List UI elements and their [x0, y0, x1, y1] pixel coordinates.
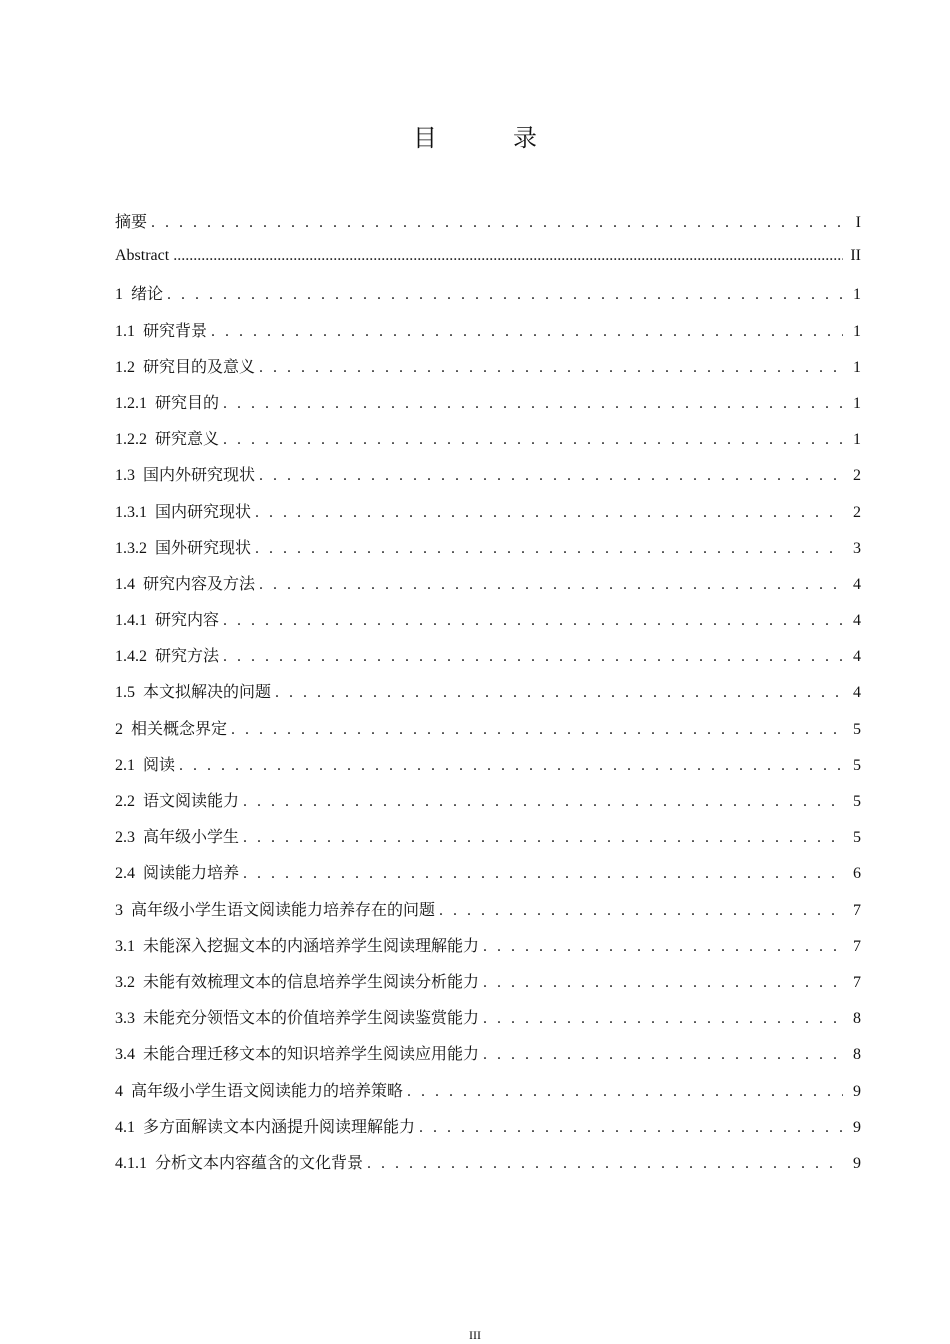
dot-leader	[243, 865, 843, 883]
toc-entry-text: 国外研究现状	[155, 537, 252, 557]
toc-entry-number: 4	[115, 1082, 123, 1100]
toc-page-number: 3	[853, 539, 861, 557]
dot-leader	[483, 974, 843, 992]
dot-leader	[259, 467, 843, 485]
toc-page-number: 2	[853, 503, 861, 521]
toc-entry-number: 1.2.1	[115, 394, 147, 412]
toc-entry[interactable]	[115, 1005, 861, 1041]
toc-entry[interactable]	[115, 1041, 861, 1077]
toc-entry[interactable]	[115, 643, 861, 679]
toc-entry[interactable]	[115, 969, 861, 1005]
toc-page-number: 4	[853, 612, 861, 630]
toc-entry[interactable]	[115, 607, 861, 643]
toc-entry[interactable]	[115, 1078, 861, 1114]
toc-page-number: 6	[853, 865, 861, 883]
toc-page-number: 1	[853, 431, 861, 449]
dot-leader	[259, 576, 843, 594]
toc-entry-text: 国内外研究现状	[143, 465, 256, 485]
toc-entry-text: 研究方法	[155, 646, 220, 666]
dot-leader	[243, 829, 843, 847]
toc-entry-text: 未能充分领悟文本的价值培养学生阅读鉴赏能力	[143, 1008, 480, 1028]
toc-page-number: 5	[853, 720, 861, 738]
toc-entry[interactable]	[115, 716, 861, 752]
page-title: 目 录	[413, 124, 563, 152]
dot-leader	[231, 721, 843, 739]
toc-page-number: 5	[853, 829, 861, 847]
toc-entry[interactable]	[115, 462, 861, 498]
toc-entry-number: 1.3.1	[115, 503, 147, 521]
toc-entry[interactable]	[115, 245, 861, 281]
toc-entry[interactable]	[115, 824, 861, 860]
dot-leader	[483, 1046, 843, 1064]
toc-entry-number: 1.4	[115, 575, 135, 593]
toc-entry-text: 高年级小学生语文阅读能力培养存在的问题	[131, 899, 436, 919]
toc-page-number: 4	[853, 648, 861, 666]
toc-entry-text: 阅读能力培养	[143, 863, 240, 883]
toc-entry-text: 摘要	[115, 212, 148, 231]
toc-page-number: 7	[853, 901, 861, 919]
dot-leader	[275, 684, 843, 702]
toc-page-number: 9	[853, 1154, 861, 1172]
dot-leader	[223, 395, 843, 413]
dot-leader	[211, 323, 843, 341]
toc-entry-text: 多方面解读文本内涵提升阅读理解能力	[143, 1116, 416, 1136]
dot-leader	[483, 938, 843, 956]
dot-leader	[407, 1083, 843, 1101]
toc-page-number: 7	[853, 973, 861, 991]
toc-entry-text: 高年级小学生	[143, 827, 240, 847]
toc-entry-number: 3	[115, 901, 123, 919]
toc-entry[interactable]	[115, 897, 861, 933]
toc-entry-number: 1.3.2	[115, 539, 147, 557]
toc-entry-number: 1.3	[115, 467, 135, 485]
toc-entry-text: 未能深入挖掘文本的内涵培养学生阅读理解能力	[143, 935, 480, 955]
dot-leader	[173, 247, 843, 265]
toc-entry-text: 国内研究现状	[155, 501, 252, 521]
toc-entry-number: 3.4	[115, 1046, 135, 1064]
toc-entry-number: 2.3	[115, 829, 135, 847]
toc-entry-number: 4.1.1	[115, 1154, 147, 1172]
dot-leader	[243, 793, 843, 811]
toc-entry[interactable]	[115, 209, 861, 245]
toc-page-number: 8	[853, 1046, 861, 1064]
dot-leader	[255, 540, 843, 558]
dot-leader	[151, 214, 843, 232]
toc-entry-text: 高年级小学生语文阅读能力的培养策略	[131, 1080, 404, 1100]
toc-entry[interactable]	[115, 426, 861, 462]
toc-entry-text: Abstract	[115, 247, 170, 265]
toc-entry-text: 研究背景	[143, 320, 208, 340]
toc-entry-text: 研究意义	[155, 429, 220, 449]
toc-entry-text: 语文阅读能力	[143, 791, 240, 810]
dot-leader	[439, 902, 843, 920]
toc-page-number: II	[850, 247, 861, 265]
toc-entry-number: 2.4	[115, 865, 135, 883]
dot-leader	[483, 1010, 843, 1028]
dot-leader	[367, 1155, 843, 1173]
toc-entry[interactable]	[115, 752, 861, 788]
toc-entry-number: 1.4.2	[115, 648, 147, 666]
toc-page-number: 5	[853, 756, 861, 774]
toc-entry-text: 未能有效梳理文本的信息培养学生阅读分析能力	[143, 971, 480, 991]
dot-leader	[223, 431, 843, 449]
toc-entry-text: 本文拟解决的问题	[143, 682, 272, 702]
toc-entry-number: 1	[115, 286, 123, 304]
toc-entry-number: 3.1	[115, 937, 135, 955]
dot-leader	[255, 504, 843, 522]
toc-entry-text: 分析文本内容蕴含的文化背景	[155, 1152, 364, 1172]
toc-entry[interactable]	[115, 535, 861, 571]
toc-entry-text: 阅读	[143, 754, 176, 774]
toc-entry-text: 研究目的及意义	[143, 356, 256, 376]
toc-page-number: 1	[853, 322, 861, 340]
toc-entry-number: 1.1	[115, 322, 135, 340]
dot-leader	[223, 612, 843, 630]
toc-entry[interactable]	[115, 281, 861, 317]
toc-page-number: 1	[853, 394, 861, 412]
toc-entry[interactable]	[115, 571, 861, 607]
toc-entry[interactable]	[115, 679, 861, 715]
toc-entry[interactable]	[115, 354, 861, 390]
footer-page-number: III	[469, 1328, 481, 1342]
toc-entry-text: 绪论	[131, 284, 164, 304]
table-of-contents	[115, 209, 861, 1186]
dot-leader	[179, 757, 843, 775]
toc-page-number: 9	[853, 1118, 861, 1136]
toc-entry-text: 研究内容及方法	[143, 573, 256, 593]
toc-page-number: 7	[853, 937, 861, 955]
toc-entry[interactable]	[115, 499, 861, 535]
toc-entry-text: 研究内容	[155, 610, 220, 630]
toc-entry[interactable]	[115, 860, 861, 896]
toc-page-number: 1	[853, 358, 861, 376]
toc-entry[interactable]	[115, 390, 861, 426]
dot-leader	[167, 286, 843, 304]
toc-entry[interactable]	[115, 788, 861, 824]
toc-entry[interactable]	[115, 933, 861, 969]
toc-entry-number: 2.1	[115, 756, 135, 774]
toc-page-number: 4	[853, 684, 861, 702]
dot-leader	[259, 359, 843, 377]
toc-page-number: 9	[853, 1082, 861, 1100]
toc-entry-number: 2.2	[115, 793, 135, 810]
toc-entry[interactable]	[115, 1114, 861, 1150]
toc-entry-number: 1.4.1	[115, 612, 147, 630]
toc-page-number: I	[855, 214, 861, 231]
toc-page-number: 5	[853, 793, 861, 810]
toc-entry-number: 1.2.2	[115, 431, 147, 449]
toc-entry-text: 研究目的	[155, 392, 220, 412]
toc-page-number: 8	[853, 1010, 861, 1028]
dot-leader	[223, 648, 843, 666]
toc-entry-number: 2	[115, 720, 123, 738]
toc-entry-number: 3.3	[115, 1010, 135, 1028]
toc-entry-number: 1.5	[115, 684, 135, 702]
toc-entry-number: 4.1	[115, 1118, 135, 1136]
toc-entry-number: 3.2	[115, 973, 135, 991]
toc-page-number: 2	[853, 467, 861, 485]
toc-entry-number: 1.2	[115, 358, 135, 376]
toc-entry-text: 相关概念界定	[131, 718, 228, 738]
toc-page-number: 4	[853, 575, 861, 593]
toc-entry[interactable]	[115, 318, 861, 354]
toc-entry-text: 未能合理迁移文本的知识培养学生阅读应用能力	[143, 1044, 480, 1064]
dot-leader	[419, 1119, 843, 1137]
toc-page-number: 1	[853, 286, 861, 304]
toc-entry[interactable]	[115, 1150, 861, 1186]
